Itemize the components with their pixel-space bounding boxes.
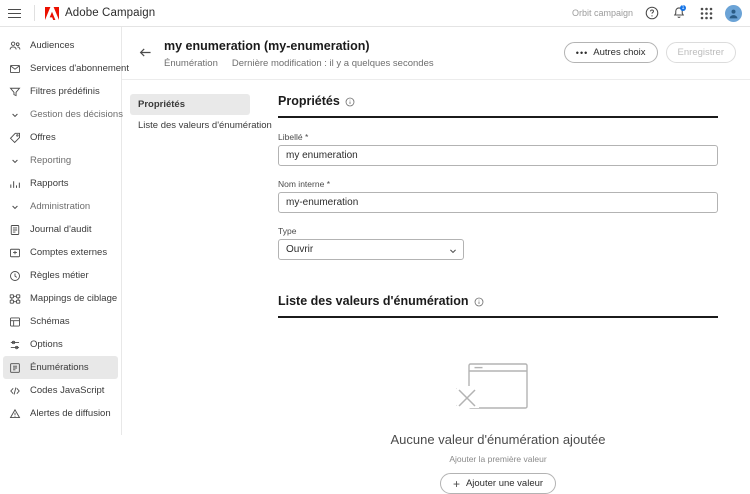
- field-label-caption: [278, 132, 718, 142]
- sidebar-item-label: Codes JavaScript: [30, 385, 105, 396]
- section-title-label: Propriétés: [278, 94, 340, 108]
- sidebar-item-offers[interactable]: [0, 126, 121, 149]
- sidebar-item-label: Reporting: [30, 155, 72, 166]
- field-type: [278, 226, 718, 260]
- properties-panel: [250, 80, 750, 491]
- sidebar-item-label: Audiences: [30, 40, 75, 51]
- info-icon[interactable]: [345, 96, 355, 106]
- plus-icon: +: [452, 476, 460, 491]
- page-title: my enumeration (my-enumeration): [164, 39, 370, 53]
- enumerations-icon: [8, 361, 21, 374]
- sidebar-item-label: Administration: [30, 201, 91, 212]
- empty-state-icon: [455, 360, 541, 418]
- sidebar-item-subscription-services[interactable]: [0, 57, 129, 80]
- sidebar-item-label: Rapports: [30, 178, 69, 189]
- empty-state: [278, 332, 718, 494]
- sidebar-item-label: Schémas: [30, 316, 70, 327]
- chevron-down-icon[interactable]: [449, 246, 457, 254]
- section-navigation: [122, 80, 272, 435]
- tab-label: Propriétés: [138, 99, 185, 110]
- empty-state-subtitle: Ajouter la première valeur: [449, 454, 547, 464]
- chevron-down-icon: [8, 154, 21, 167]
- sidebar-item-external-accounts[interactable]: [0, 241, 121, 264]
- type-select-wrapper: [278, 239, 464, 260]
- app-grid-icon[interactable]: [698, 5, 714, 21]
- sidebar-item-label: Comptes externes: [30, 247, 108, 258]
- sidebar-item-label: Mappings de ciblage: [30, 293, 118, 304]
- sidebar-item-enumerations[interactable]: [3, 356, 118, 379]
- schema-icon: [8, 315, 21, 328]
- divider: [34, 5, 35, 21]
- page-subtitle: [164, 58, 434, 69]
- topbar-actions: [572, 5, 742, 22]
- sidebar-item-label: Gestion des décisions: [30, 109, 123, 120]
- sidebar-item-business-rules[interactable]: [0, 264, 121, 287]
- avatar[interactable]: [725, 5, 742, 22]
- tab-enumeration-values[interactable]: [130, 115, 272, 136]
- internal-name-field[interactable]: [278, 192, 718, 213]
- sidebar-item-label: Services d'abonnement: [30, 63, 129, 74]
- body: [0, 27, 750, 491]
- external-accounts-icon: [8, 246, 21, 259]
- sidebar-item-audiences[interactable]: [0, 34, 121, 57]
- field-type-caption: Type: [278, 226, 297, 236]
- sidebar-item-delivery-alerts[interactable]: [0, 402, 121, 425]
- add-value-label: Ajouter une valeur: [465, 478, 544, 489]
- sidebar-item-schemas[interactable]: [0, 310, 121, 333]
- left-navigation-rail: [0, 27, 129, 435]
- audit-icon: [8, 223, 21, 236]
- sidebar-item-label: Options: [30, 339, 63, 350]
- tab-properties[interactable]: [130, 94, 250, 115]
- sidebar-group-decision-management[interactable]: [0, 103, 121, 126]
- alerts-icon: [8, 407, 21, 420]
- values-section-title: [278, 294, 718, 318]
- offers-icon: [8, 131, 21, 144]
- app-brand-title: Adobe Campaign: [65, 7, 156, 19]
- sidebar-item-label: Filtres prédéfinis: [30, 86, 100, 97]
- label-text: Libellé: [278, 132, 303, 142]
- org-label: Orbit campaign: [571, 8, 633, 18]
- more-choices-button[interactable]: [564, 42, 658, 63]
- label-field[interactable]: [278, 145, 718, 166]
- save-button[interactable]: [666, 42, 736, 63]
- business-rules-icon: [8, 269, 21, 282]
- header-actions: [564, 39, 736, 63]
- field-label: [278, 132, 718, 166]
- section-title-label: Liste des valeurs d'énumération: [278, 294, 469, 308]
- sidebar-item-predefined-filters[interactable]: [0, 80, 121, 103]
- help-icon[interactable]: [644, 5, 660, 21]
- sidebar-item-label: Règles métier: [30, 270, 89, 281]
- sidebar-item-targeting-mappings[interactable]: [0, 287, 121, 310]
- javascript-icon: [8, 384, 21, 397]
- sidebar-item-label: Alertes de diffusion: [30, 408, 111, 419]
- sidebar-group-reporting[interactable]: [0, 149, 121, 172]
- add-value-button[interactable]: [440, 473, 556, 494]
- properties-section-title: [278, 94, 718, 118]
- header-text-block: [164, 39, 434, 69]
- filter-icon: [8, 85, 21, 98]
- sidebar-item-label: Offres: [30, 132, 56, 143]
- audiences-icon: [8, 39, 21, 52]
- info-icon[interactable]: [474, 296, 484, 306]
- more-choices-label: Autres choix: [593, 47, 646, 58]
- back-arrow-icon[interactable]: [136, 43, 154, 61]
- required-marker: *: [326, 179, 330, 189]
- subscription-icon: [8, 62, 21, 75]
- more-dots-icon: •••: [575, 47, 589, 58]
- sidebar-item-reports[interactable]: [0, 172, 121, 195]
- chevron-down-icon: [8, 108, 21, 121]
- reports-icon: [8, 177, 21, 190]
- sidebar-item-options[interactable]: [0, 333, 121, 356]
- content-area: [122, 80, 750, 491]
- empty-state-title: Aucune valeur d'énumération ajoutée: [390, 432, 606, 447]
- notification-badge: 1: [681, 5, 685, 11]
- field-internal-name: [278, 179, 718, 213]
- page-header: [122, 27, 750, 80]
- required-marker: *: [304, 132, 309, 142]
- sidebar-group-administration[interactable]: [0, 195, 121, 218]
- top-bar: [0, 0, 750, 27]
- notifications-icon[interactable]: [671, 5, 687, 21]
- tab-label: Liste des valeurs d'énumération: [138, 120, 272, 131]
- options-icon: [8, 338, 21, 351]
- adobe-logo-icon: [45, 7, 59, 20]
- sidebar-item-label: Énumérations: [30, 362, 89, 373]
- sidebar-item-label: Journal d'audit: [30, 224, 92, 235]
- field-internal-name-caption: [278, 179, 718, 189]
- type-select-value: Ouvrir: [286, 244, 314, 255]
- label-text: Nom interne: [278, 179, 325, 189]
- save-label: Enregistrer: [677, 47, 724, 58]
- type-select[interactable]: [278, 239, 464, 260]
- main-area: [122, 27, 750, 491]
- sidebar-item-javascript-codes[interactable]: [0, 379, 121, 402]
- mapping-icon: [8, 292, 21, 305]
- chevron-down-icon: [8, 200, 21, 213]
- object-type-label: Énumération: [164, 58, 218, 69]
- last-modified-label: Dernière modification : il y a quelques secondes: [231, 58, 434, 69]
- hamburger-icon[interactable]: [8, 6, 24, 20]
- sidebar-item-audit-log[interactable]: [0, 218, 121, 241]
